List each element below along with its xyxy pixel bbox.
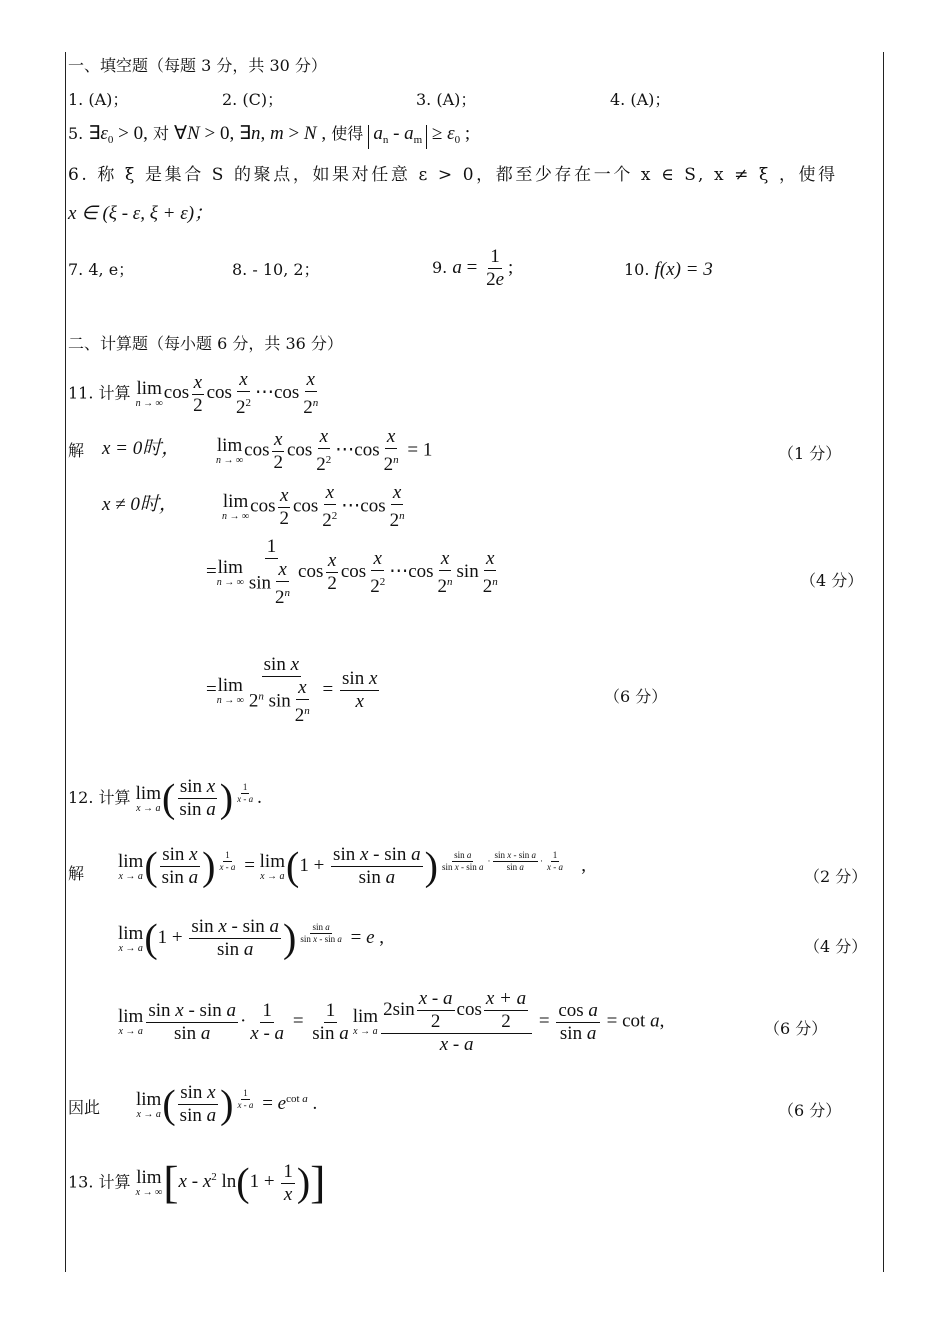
score-4b: （4 分） bbox=[804, 937, 868, 956]
q5-word-shide: 使得 bbox=[331, 124, 364, 143]
q12-step1: lim x → a ( $\frac{\text{sin x}}{\text{sin a}}$ ) $^{\frac{1}{x - a}}$ = lim x → a (1 + $\frac{\text{sin x - sin a}}{\text{sin a}}$ ) $^{\frac{\text{sin a}}{\text{sin x - sin a}} \cdot \frac{\text{sin x - sin a}}{\text{sin a}} \cdot \frac{1}{x - a}}$ , bbox=[118, 843, 587, 889]
answer-2: 2. (C)； bbox=[222, 90, 284, 109]
q12-statement: 12. 计算 lim x → a ( $\frac{\text{sin x}}{\text{sin a}}$ ) $^{\frac{1}{x - a}}$ . bbox=[68, 775, 262, 821]
q13-statement: 13. 计算 lim x → ∞ [$x - x^2$ ln(1 + $\frac{1}{x}$ )] bbox=[68, 1157, 326, 1208]
q12-conclusion: lim x → a ( $\frac{\text{sin x}}{\text{sin a}}$ ) $^{\frac{1}{x - a}}$ = $e^{cot a}$ . bbox=[136, 1081, 318, 1127]
q9-label: 9. bbox=[432, 257, 448, 277]
q11-case2-label: x ≠ 0时， bbox=[102, 494, 178, 515]
score-6b: （6 分） bbox=[764, 1019, 828, 1038]
right-border bbox=[883, 52, 884, 1272]
q12-solution-label: 解 bbox=[68, 864, 85, 883]
q11-case1-label: x = 0时， bbox=[102, 438, 181, 459]
q10-formula: f(x) = 3 bbox=[654, 259, 713, 280]
answer-3: 3. (A)； bbox=[416, 90, 477, 109]
answer-6-line2: x ∈ (ξ - ε, ξ + ε)； bbox=[68, 203, 214, 224]
score-2: （2 分） bbox=[804, 867, 868, 886]
score-4a: （4 分） bbox=[800, 571, 864, 590]
answer-7: 7. 4, e； bbox=[68, 260, 135, 279]
q13-label: 13. 计算 bbox=[68, 1172, 131, 1192]
section1-title: 一、填空题（每题 3 分，共 30 分） bbox=[68, 56, 327, 75]
q11-step2: =lim n → ∞ 1 sin $\frac{x}{2^n}$ cos $\frac{x}{2}$ cos $\frac{x}{2^2}$ ⋯cos $\frac{x}{2^n}$ sin $\frac{x}{2^n}$ bbox=[206, 536, 498, 608]
q12-conclusion-label: 因此 bbox=[68, 1098, 101, 1117]
q5-label: 5. bbox=[68, 124, 84, 143]
score-6c: （6 分） bbox=[778, 1101, 842, 1120]
answer-10 bbox=[624, 260, 713, 280]
q11-step3: =lim n → ∞ sin x 2$^n$ sin $\frac{x}{2^n}$ = $\frac{\text{sin x}}{x}$ bbox=[206, 654, 378, 726]
answer-6-line1: 6. 称 ξ 是集合 S 的聚点，如果对任意 ε > 0，都至少存在一个 x ∈ S, x ≠ ξ ，使得 bbox=[68, 165, 838, 185]
q10-label: 10. bbox=[624, 260, 650, 279]
q5-word-dui: 对 bbox=[152, 124, 169, 143]
left-border bbox=[65, 52, 66, 1272]
answer-1: 1. (A)； bbox=[68, 90, 129, 109]
q11-case2-formula: lim n → ∞ cos $\frac{x}{2}$ cos $\frac{x}{2^2}$ ⋯cos $\frac{x}{2^n}$ bbox=[222, 482, 405, 531]
answer-4: 4. (A)； bbox=[610, 90, 671, 109]
q11-label: 11. 计算 bbox=[68, 383, 131, 403]
q12-step3: lim x → a $\frac{\text{sin x - sin a}}{\text{sin a}}$ · $\frac{1}{x - a}$ = $\frac{1}{\text{sin a}}$ lim x → a 2sin $\frac{x - a}{2}$ cos $\frac{x + a}{2}$ x - a = $\frac{\text{cos a}}{\text{sin a}}$ = cot a, bbox=[118, 988, 665, 1055]
q12-step2: lim x → a (1 + $\frac{\text{sin x - sin a}}{\text{sin a}}$ ) $^{\frac{\text{sin a}}{\text{sin x - sin a}}}$ = e , bbox=[118, 915, 385, 961]
q11-case1-formula: lim n → ∞ cos $\frac{x}{2}$ cos $\frac{x}{2^2}$ ⋯cos $\frac{x}{2^n}$ = 1 bbox=[216, 426, 433, 475]
score-1: （1 分） bbox=[778, 444, 842, 463]
answer-5: 5. $\exists\varepsilon_0 > 0$, 对 ∀N > 0, ∃n, m > N , 使得 $a_n - a_m \ge \varepsilon_0$ ; bbox=[68, 124, 470, 150]
score-6a: （6 分） bbox=[604, 687, 668, 706]
answer-9: 9. a = $\frac{1}{2e}$ ; bbox=[432, 246, 514, 290]
q11-statement: 11. 计算 lim n → ∞ cos $\frac{x}{2}$ cos $\frac{x}{2^2}$ ⋯cos $\frac{x}{2^n}$ bbox=[68, 369, 319, 418]
answer-8: 8. - 10, 2； bbox=[232, 260, 320, 279]
section2-title: 二、计算题（每小题 6 分，共 36 分） bbox=[68, 334, 343, 353]
q11-solution-label: 解 bbox=[68, 441, 85, 460]
q12-label: 12. 计算 bbox=[68, 787, 131, 807]
